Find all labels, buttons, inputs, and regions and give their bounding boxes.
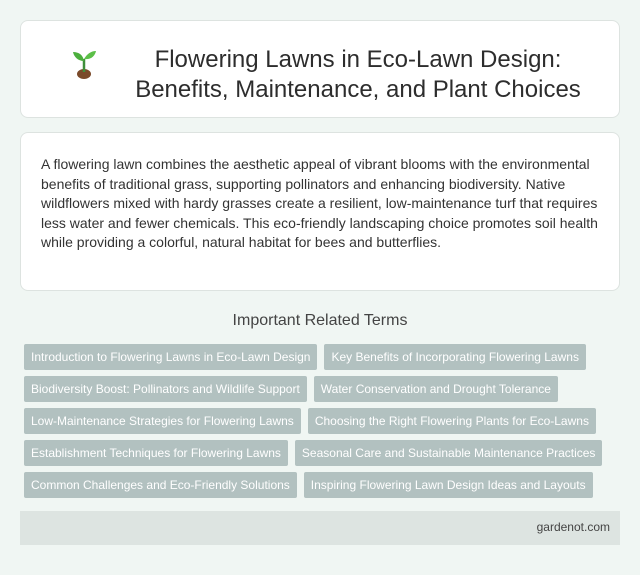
footer-site-link[interactable]: gardenot.com [536,520,610,534]
related-term-tag[interactable]: Establishment Techniques for Flowering Lawns [24,440,288,466]
related-terms-heading: Important Related Terms [232,312,408,329]
related-term-tag[interactable]: Introduction to Flowering Lawns in Eco-Lawn Design [24,344,317,370]
sprout-icon [69,45,99,79]
tag-row [24,408,624,434]
related-term-tag[interactable]: Water Conservation and Drought Tolerance [314,376,558,402]
summary-text: A flowering lawn combines the aesthetic appeal of vibrant blooms with the environmental benefits of traditional grass, supporting pollinators and enhancing biodiversity. Native wildflowers mixed with hardy grasses create a resilient, low-maintenance turf that requires less water and fewer chemicals. This eco-friendly landscaping choice promotes soil health while providing a colorful, natural habitat for bees and butterflies. [41,156,598,250]
tag-row [24,344,624,370]
footer [20,511,620,545]
related-term-tag[interactable]: Key Benefits of Incorporating Flowering Lawns [324,344,585,370]
related-term-tag[interactable]: Common Challenges and Eco-Friendly Solutions [24,472,297,498]
tag-row [24,376,624,402]
related-terms-list [24,344,624,504]
related-term-tag[interactable]: Biodiversity Boost: Pollinators and Wildlife Support [24,376,307,402]
related-term-tag[interactable]: Choosing the Right Flowering Plants for Eco-Lawns [308,408,596,434]
page-title: Flowering Lawns in Eco-Lawn Design: Benefits, Maintenance, and Plant Choices [135,46,581,103]
related-term-tag[interactable]: Inspiring Flowering Lawn Design Ideas and Layouts [304,472,593,498]
related-term-tag[interactable]: Seasonal Care and Sustainable Maintenance Practices [295,440,603,466]
tag-row [24,440,624,466]
title-card [20,20,620,118]
related-term-tag[interactable]: Low-Maintenance Strategies for Flowering Lawns [24,408,301,434]
summary-card [20,132,620,291]
tag-row [24,472,624,498]
